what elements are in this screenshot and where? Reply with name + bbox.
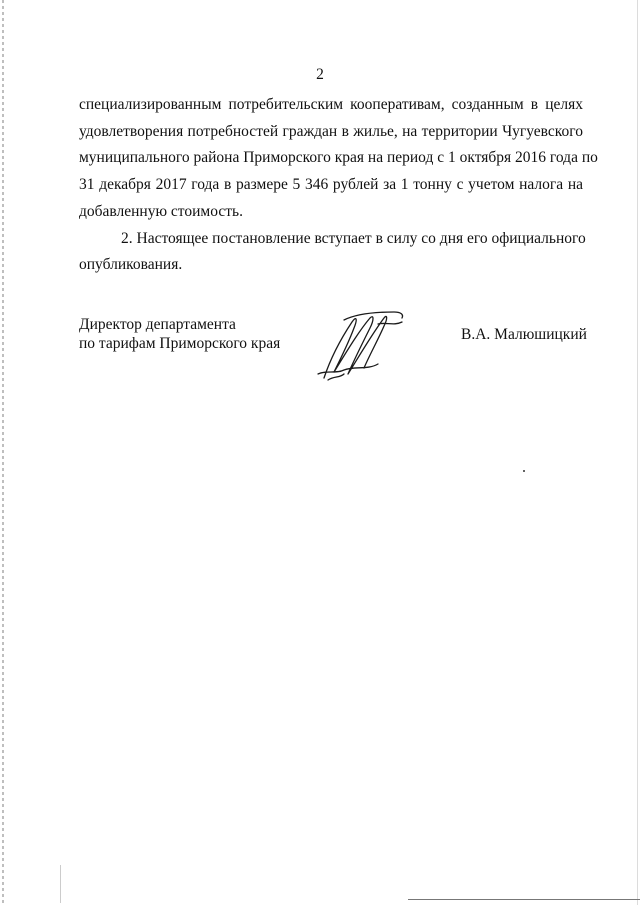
paragraph-1-line-3: муниципального района Приморского края на период с 1 октября 2016 года по [79, 149, 598, 167]
signer-title-line-1: Директор департамента [79, 316, 236, 333]
paragraph-1-line-4: 31 декабря 2017 года в размере 5 346 рублей за 1 тонну с учетом налога на [79, 176, 583, 194]
scan-edge-left [2, 0, 4, 905]
signer-name: В.А. Малюшицкий [461, 326, 587, 343]
signer-title [79, 315, 280, 353]
scan-mark-bottom-left [60, 865, 61, 903]
handwritten-signature-icon [314, 308, 410, 384]
signer-title-line-2: по тарифам Приморского края [79, 335, 281, 352]
paragraph-1-line-2: удовлетворения потребностей граждан в жилье, на территории Чугуевского [79, 122, 583, 140]
paragraph-2-line-2: опубликования. [79, 256, 183, 274]
paragraph-1-line-5: добавленную стоимость. [79, 202, 243, 220]
scan-speck [523, 470, 525, 472]
scan-edge-right [637, 0, 638, 905]
document-body [79, 92, 598, 279]
paragraph-2-line-1: 2. Настоящее постановление вступает в силу со дня его официального [121, 229, 586, 247]
page-number: 2 [316, 66, 324, 83]
scan-line-bottom [408, 899, 640, 900]
paragraph-1-line-1: специализированным потребительским кооперативам, созданным в целях [79, 96, 583, 113]
